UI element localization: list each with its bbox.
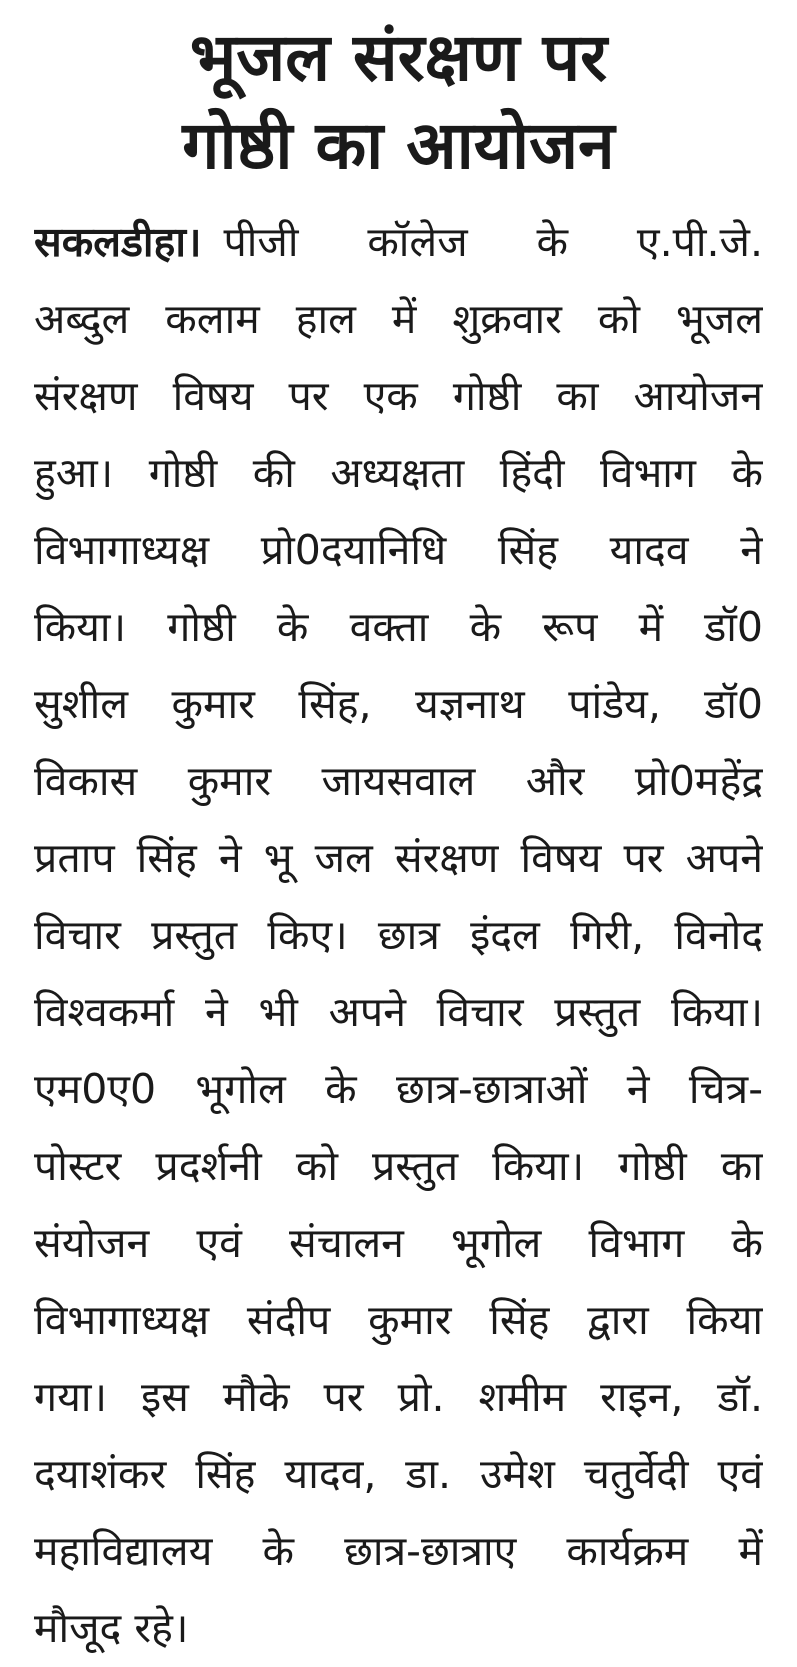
body-line: किया। गोष्ठी के वक्ता के रूप में डॉ0: [34, 603, 763, 651]
headline-line: भूजल संरक्षण पर: [189, 19, 608, 96]
body-line: विकास कुमार जायसवाल और प्रो0महेंद्र: [34, 757, 763, 805]
body-line-text: पीजी कॉलेज के ए.पी.जे.: [223, 218, 763, 266]
body-line: हुआ। गोष्ठी की अध्यक्षता हिंदी विभाग के: [34, 449, 763, 497]
body-line: एम0ए0 भूगोल के छात्र-छात्राओं ने चित्र-: [34, 1065, 763, 1113]
body-line: पोस्टर प्रदर्शनी को प्रस्तुत किया। गोष्ठी का: [34, 1142, 763, 1190]
body-line: विभागाध्यक्ष प्रो0दयानिधि सिंह यादव ने: [34, 526, 763, 574]
dateline: सकलडीहा।: [34, 218, 202, 266]
body-line: विचार प्रस्तुत किए। छात्र इंदल गिरी, विनोद: [34, 911, 763, 959]
body-line: [34, 204, 763, 281]
headline: [34, 14, 763, 190]
body-line: संयोजन एवं संचालन भूगोल विभाग के: [34, 1219, 763, 1267]
body-line: मौजूद रहे।: [34, 1604, 189, 1652]
body-line: संरक्षण विषय पर एक गोष्ठी का आयोजन: [34, 372, 763, 420]
body-line: अब्दुल कलाम हाल में शुक्रवार को भूजल: [34, 295, 763, 343]
body-line: सुशील कुमार सिंह, यज्ञनाथ पांडेय, डॉ0: [34, 680, 763, 728]
body-line: महाविद्यालय के छात्र-छात्राए कार्यक्रम में: [34, 1527, 763, 1575]
body-line: गया। इस मौके पर प्रो. शमीम राइन, डॉ.: [34, 1373, 763, 1421]
article-body: [34, 204, 763, 1667]
headline-line: गोष्ठी का आयोजन: [182, 107, 615, 184]
body-line: विश्वकर्मा ने भी अपने विचार प्रस्तुत किया।: [34, 988, 763, 1036]
body-line: प्रताप सिंह ने भू जल संरक्षण विषय पर अपने: [34, 834, 763, 882]
body-line: दयाशंकर सिंह यादव, डा. उमेश चतुर्वेदी एवं: [34, 1450, 763, 1498]
body-line: विभागाध्यक्ष संदीप कुमार सिंह द्वारा किया: [34, 1296, 763, 1344]
